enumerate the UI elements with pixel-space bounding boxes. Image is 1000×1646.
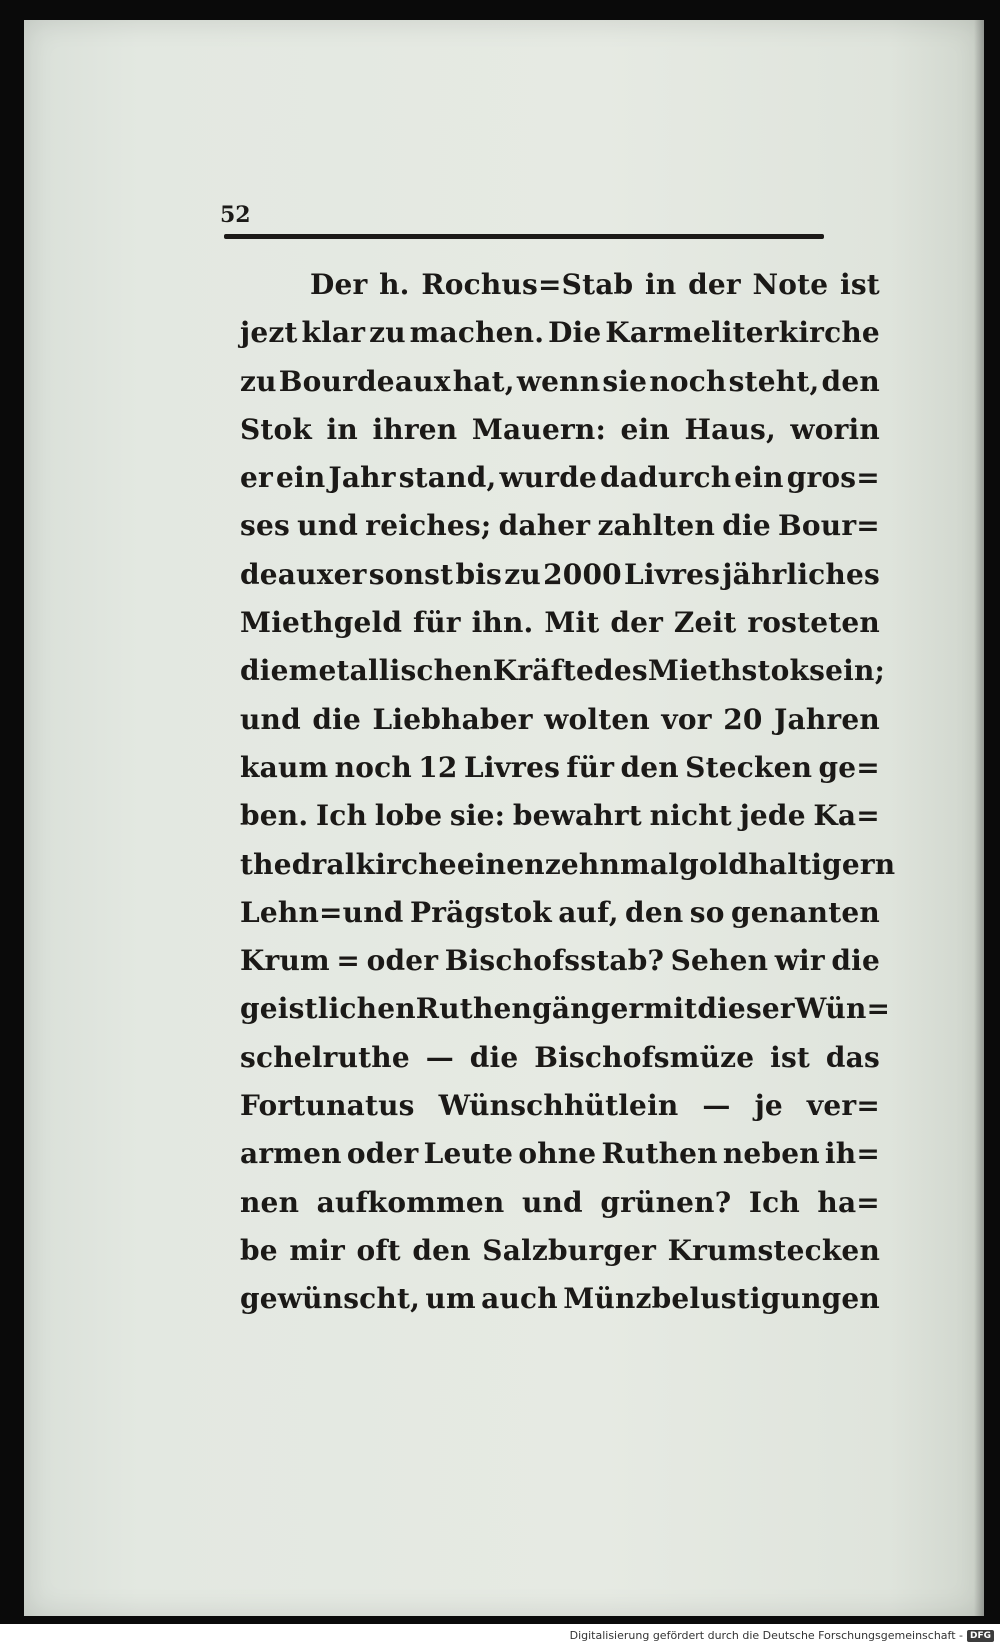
word: mit	[643, 992, 698, 1026]
word: den	[625, 895, 684, 929]
word: Ka=	[813, 799, 880, 833]
body-text	[240, 268, 896, 1331]
text-line	[240, 509, 880, 557]
word: zahlten	[597, 509, 715, 543]
text-line	[240, 751, 880, 799]
word: ver=	[806, 1089, 880, 1123]
word: und	[240, 702, 301, 736]
word: Münzbelustigungen	[563, 1282, 880, 1316]
word: um	[425, 1282, 476, 1316]
word: Stecken	[685, 750, 813, 784]
dfg-logo: DFG	[967, 1630, 994, 1642]
word: deauxer	[240, 557, 367, 591]
word: und	[297, 509, 359, 543]
word: Miethgeld	[240, 606, 403, 640]
word: hat,	[452, 364, 515, 398]
word: metallischen	[288, 654, 493, 688]
word: Livres	[624, 557, 721, 591]
word: ihren	[372, 412, 458, 446]
word: ein;	[825, 654, 886, 688]
word: nicht	[649, 799, 732, 833]
text-line	[240, 1137, 880, 1185]
text-line	[240, 413, 880, 461]
word: den	[620, 750, 679, 784]
text-line	[240, 1041, 880, 1089]
word: wenn	[516, 364, 601, 398]
word: Zeit	[673, 606, 737, 640]
text-line	[240, 703, 880, 751]
word: Livres	[463, 750, 561, 784]
word: machen.	[409, 316, 545, 350]
word: ist	[770, 1040, 811, 1074]
word: Der	[310, 268, 368, 301]
word: Krumstecken	[667, 1233, 880, 1267]
text-line	[240, 896, 880, 944]
text-line	[240, 847, 896, 896]
word: sonst	[368, 557, 454, 591]
text-line	[240, 654, 886, 702]
word: die	[831, 944, 880, 978]
word: dieser	[697, 992, 795, 1026]
word: Jahren	[774, 702, 880, 736]
word: zu	[369, 316, 406, 350]
text-line	[240, 1186, 880, 1234]
word: ha=	[817, 1185, 880, 1219]
word: ein	[734, 461, 784, 495]
word: die	[240, 654, 289, 688]
word: ge=	[818, 750, 880, 784]
word: in	[326, 412, 358, 446]
page-number: 52	[220, 202, 251, 228]
word: thedralkirche	[240, 847, 457, 881]
word: —	[702, 1089, 731, 1123]
word: worin	[790, 412, 880, 446]
word: schelruthe	[240, 1040, 410, 1074]
word: so	[689, 895, 725, 929]
word: Salzburger	[482, 1233, 657, 1267]
word: Prägstok	[409, 895, 552, 929]
word: aufkommen	[316, 1185, 505, 1219]
word: genanten	[730, 895, 880, 929]
word: armen	[240, 1137, 342, 1171]
book-page	[24, 20, 984, 1616]
word: Ruthen	[601, 1137, 718, 1171]
word: der	[688, 268, 741, 301]
word: je	[754, 1089, 783, 1123]
word: gewünscht,	[240, 1282, 421, 1316]
word: Karmeliterkirche	[605, 316, 880, 350]
word: Ich	[315, 799, 368, 833]
word: des	[594, 654, 648, 688]
word: be	[240, 1233, 278, 1267]
word: —	[425, 1040, 454, 1074]
word: 12	[418, 750, 458, 784]
word: Bischofsmüze	[534, 1040, 755, 1074]
word: wurde	[499, 461, 598, 495]
text-line	[240, 558, 880, 606]
word: die	[722, 509, 771, 543]
word: bis	[455, 557, 503, 591]
word: Lehn=und	[240, 895, 404, 929]
word: Mit	[544, 606, 600, 640]
word: Sehen	[670, 944, 769, 978]
text-line	[240, 1234, 880, 1282]
word: Note	[752, 268, 829, 301]
word: Wünschhütlein	[438, 1089, 679, 1123]
word: klar	[301, 316, 366, 350]
word: 2000	[543, 557, 622, 591]
word: den	[412, 1233, 471, 1267]
word: Liebhaber	[372, 702, 533, 736]
text-line	[240, 316, 880, 364]
word: ein	[275, 461, 326, 495]
word: reiches;	[365, 509, 492, 543]
word: stand,	[398, 461, 497, 495]
text-line	[240, 799, 880, 847]
word: mir	[289, 1233, 345, 1267]
text-line	[240, 461, 880, 509]
word: zu	[240, 364, 277, 398]
word: ihn.	[471, 606, 534, 640]
word: jede	[739, 799, 806, 833]
word: geistlichen	[240, 992, 416, 1026]
word: wolten	[544, 702, 650, 736]
word: Ich	[748, 1185, 800, 1219]
word: =	[336, 944, 361, 978]
word: ih=	[824, 1137, 880, 1171]
word: sie:	[449, 799, 506, 833]
word: wir	[774, 944, 825, 978]
word: zu	[504, 557, 541, 591]
word: Die	[548, 316, 602, 350]
word: dadurch	[600, 461, 732, 495]
word: sie	[602, 364, 648, 398]
word: Mauern:	[471, 412, 607, 446]
word: goldhaltigern	[679, 847, 896, 881]
text-line	[240, 606, 880, 654]
word: für	[566, 750, 615, 784]
word: Miethstoks	[647, 654, 826, 688]
word: Wün=	[794, 992, 891, 1026]
word: ben.	[240, 799, 309, 833]
word: steht,	[728, 364, 820, 398]
word: in	[645, 268, 677, 301]
word: er	[240, 461, 273, 495]
word: ein	[620, 412, 670, 446]
word: oder	[366, 944, 439, 978]
text-line	[240, 1282, 880, 1330]
word: den	[821, 364, 880, 398]
word: Haus,	[684, 412, 776, 446]
word: zehnmal	[544, 847, 680, 881]
word: Rochus=Stab	[421, 268, 634, 301]
word: noch	[334, 750, 412, 784]
word: jährliches	[722, 557, 880, 591]
word: die	[469, 1040, 519, 1074]
word: rosteten	[747, 606, 880, 640]
word: und	[521, 1185, 583, 1219]
word: h.	[379, 268, 410, 301]
word: oft	[356, 1233, 401, 1267]
word: neben	[722, 1137, 820, 1171]
footer-text: Digitalisierung gefördert durch die Deutsche Forschungsgemeinschaft -	[569, 1629, 963, 1642]
word: einen	[456, 847, 545, 881]
word: für	[412, 606, 461, 640]
word: lobe	[374, 799, 443, 833]
word: nen	[240, 1185, 300, 1219]
text-line	[240, 1089, 880, 1137]
word: Ruthengänger	[415, 992, 644, 1026]
word: auf,	[558, 895, 619, 929]
word: Bour=	[778, 509, 880, 543]
page-edge-shadow	[974, 20, 984, 1616]
word: grünen?	[600, 1185, 732, 1219]
word: das	[825, 1040, 880, 1074]
word: Stok	[240, 412, 313, 446]
word: die	[312, 702, 362, 736]
word: der	[610, 606, 664, 640]
text-line	[240, 992, 891, 1040]
word: Krum	[240, 944, 330, 978]
header-rule	[224, 234, 824, 239]
text-line	[240, 268, 880, 316]
word: Kräfte	[492, 654, 595, 688]
word: Leute	[423, 1137, 514, 1171]
word: 20	[723, 702, 763, 736]
word: ist	[840, 268, 880, 301]
word: daher	[498, 509, 591, 543]
word: Jahr	[328, 461, 396, 495]
word: ses	[240, 509, 290, 543]
footer-credit	[570, 1629, 994, 1642]
word: Bourdeaux	[278, 364, 451, 398]
word: gros=	[786, 461, 880, 495]
word: ohne	[518, 1137, 597, 1171]
word: Bischofsstab?	[444, 944, 665, 978]
word: oder	[346, 1137, 419, 1171]
text-line	[240, 944, 880, 992]
text-line	[240, 365, 880, 413]
word: Fortunatus	[240, 1089, 415, 1123]
word: kaum	[240, 750, 329, 784]
word: noch	[649, 364, 727, 398]
word: bewahrt	[512, 799, 642, 833]
word: vor	[661, 702, 712, 736]
word: auch	[481, 1282, 558, 1316]
word: jezt	[240, 316, 298, 350]
